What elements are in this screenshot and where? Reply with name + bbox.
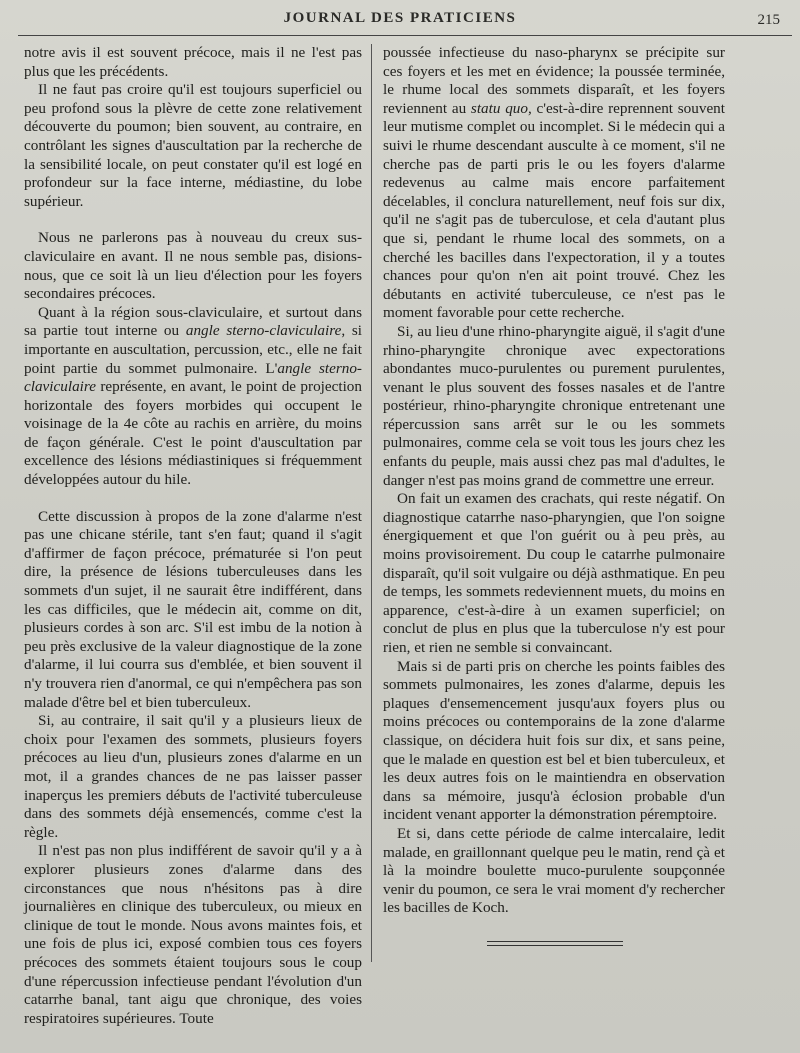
paragraph: Si, au lieu d'une rhino-pharyngite aiguë, il s'agit d'une rhino-pharyngite chronique avec expectorations abondantes muco-purulentes ou purement purulentes, venant le plus souvent des fosses nasales et de l'antre postérieur, rhino-pharyngite chronique entretenant une répercussion sans arrêt sur le ou les sommets pulmonaires, comme cela se voit tous les jours chez les enfants du peuple, mais aussi chez pas mal d'adultes, le danger n'est pas moins grand de commettre une erreur. (383, 322, 725, 489)
header-rule (18, 35, 792, 36)
italic-term: statu quo (470, 99, 528, 117)
running-header (0, 0, 800, 40)
left-column (24, 44, 362, 1028)
paragraph: Il ne faut pas croire qu'il est toujours superficiel ou peu profond sous la plèvre de cette zone relativement découverte du poumon; bien souvent, au contraire, en contrôlant les signes d'auscultation par la recherche de la sensibilité locale, on peut constater qu'il est logé en profondeur sur la face interne, médiastine, du lobe supérieur. (24, 81, 362, 210)
right-column (383, 44, 725, 918)
italic-term: angle sterno-claviculaire (185, 322, 342, 340)
text-run: poussée infectieuse du naso-pharynx se précipite sur ces foyers et les met en évidence; la poussée terminée, le rhume local des sommets disparaît, et les foyers reviennent au (383, 44, 725, 117)
paragraph (383, 44, 725, 323)
text-run: , c'est-à-dire reprennent souvent leur mutisme complet ou incomplet. Si le médecin qui a suivi le rhume descendant ausculte à ce moment, s'il ne cherche pas de parti pris le ou les foyers d'alarme redevenus au calme mais encore parfaitement décelables, il conclura naturellement, neuf fois sur dix, qu'il ne s'agit pas de tuberculose, et cela d'autant plus que si, pendant le rhume local des sommets, on a cherché les bacilles dans l'expectoration, il y a toutes chances pour qu'on n'en ait point trouvé. Chez les débutants en activité tuberculeuse, ce n'est pas le moment favorable pour cette recherche. (383, 99, 725, 322)
paragraph: Et si, dans cette période de calme intercalaire, ledit malade, en graillonnant quelque peu le matin, rend çà et là la moindre boulette muco-purulente soupçonnée venir du poumon, ce sera le vrai moment d'y rechercher les bacilles de Koch. (383, 824, 725, 917)
paragraph: Mais si de parti pris on cherche les points faibles des sommets pulmonaires, les zones d'alarme, depuis les plaques d'ensemencement jusqu'aux foyers plus ou moins précoces ou contemporains de la zone d'alarme classique, on décidera huit fois sur dix, et sans peine, que le malade en question est bel et bien tuberculeux, et les deux autres fois on le maintiendra en observation dans sa mémoire, jusqu'à éclosion probable d'un incident venant apporter la démonstration péremptoire. (383, 657, 725, 824)
paragraph: Si, au contraire, il sait qu'il y a plusieurs lieux de choix pour l'examen des sommets, plusieurs foyers précoces au lieu d'un, plusieurs zones d'alarme en un mot, il a grandes chances de ne pas laisser passer inaperçus les premiers débuts de l'activité tuberculeuse dans des sommets déjà ensemencés, comme c'est la règle. (24, 712, 362, 841)
paragraph: Cette discussion à propos de la zone d'alarme n'est pas une chicane stérile, tant s'en faut; quand il s'agit d'affirmer de façon précoce, prématurée si l'on peut dire, la présence de lésions tuberculeuses dans les sommets d'un sujet, il ne saurait être indifférent, dans les cas difficiles, que le médecin ait, comme on dit, plusieurs cordes à son arc. S'il est imbu de la notion à peu près exclusive de la valeur diagnostique de la zone d'alarme, il lui courra sus d'emblée, et bien souvent il n'y trouvera rien d'anormal, ce qui n'empêchera pas son malade d'être bel et bien tuberculeux. (24, 507, 362, 711)
paragraph: Nous ne parlerons pas à nouveau du creux sus-claviculaire en avant. Il ne nous semble pas, disions-nous, que ce soit là un lieu d'élection pour les foyers secondaires précoces. (24, 229, 362, 303)
paragraph: notre avis il est souvent précoce, mais il ne l'est pas plus que les précédents. (24, 44, 362, 80)
page-number: 215 (757, 12, 780, 28)
paragraph (24, 304, 362, 490)
italic-term: angle sterno-claviculaire (24, 359, 362, 396)
column-divider (371, 44, 372, 962)
text-run: Quant à la région sous-claviculaire, et surtout dans sa partie tout interne ou (24, 303, 362, 340)
paragraph: On fait un examen des crachats, qui reste négatif. On diagnostique catarrhe naso-pharyngien, que l'on soigne énergiquement et que l'on guérit ou à peu près, au moins provisoirement. Du coup le catarrhe pulmonaire disparaît, qu'il soit vulgaire ou déjà asthmatique. En peu de temps, les sommets redeviennent muets, du moins en apparence, c'est-à-dire à un examen superficiel; on conclut de plus en plus que la tuberculose n'y est pour rien, et rien ne semble si convaincant. (383, 490, 725, 656)
end-rule (487, 941, 623, 942)
end-rule (487, 945, 623, 946)
journal-title: JOURNAL DES PRATICIENS (283, 10, 517, 26)
text-run: représente, en avant, le point de projection horizontale des foyers morbides qui occupent le voisinage de la 4e côte au rachis en arrière, du moins de façon générale. C'est le point d'auscultation par excellence des lésions médiastiniques si fréquemment développées autour du hile. (24, 378, 362, 489)
text-run: , si importante en auscultation, percussion, etc., elle ne fait point partie du sommet pulmonaire. L' (24, 322, 362, 377)
paragraph: Il n'est pas non plus indifférent de savoir qu'il y a à explorer plusieurs zones d'alarme dans des circonstances que nous n'hésitons pas à dire journalières en clinique des tuberculeux, ou mieux en clinique de tout le monde. Nous avons maintes fois, et une fois de plus ici, exposé combien tous ces foyers précoces des sommets étaient toujours sous le coup d'une répercussion infectieuse pendant l'évolution d'un catarrhe banal, tant aigu que chronique, des voies respiratoires supérieures. Toute (24, 842, 362, 1027)
